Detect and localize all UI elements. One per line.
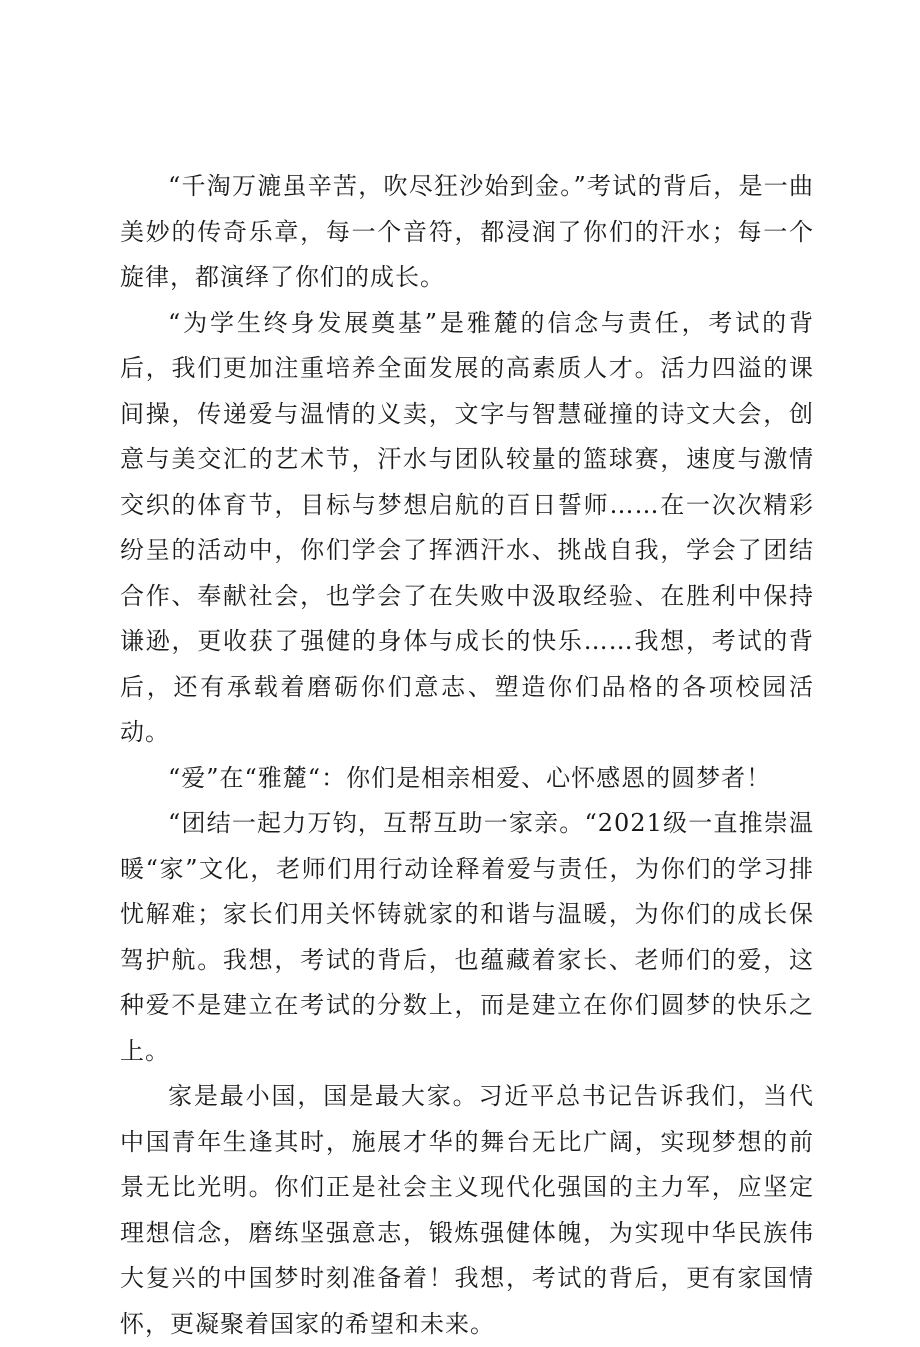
document-body: [120, 164, 814, 1347]
paragraph-4: “团结一起力万钧，互帮互助一家亲。“2021级一直推崇温暖“家”文化，老师们用行动诠释着爱与责任，为你们的学习排忧解难；家长们用关怀铸就家的和谐与温暖，为你们的成长保驾护航。我想，考试的背后，也蕴藏着家长、老师们的爱，这种爱不是建立在考试的分数上，而是建立在你们圆梦的快乐之上。: [120, 809, 814, 1065]
paragraph-5: 家是最小国，国是最大家。习近平总书记告诉我们，当代中国青年生逢其时，施展才华的舞台无比广阔，实现梦想的前景无比光明。你们正是社会主义现代化强国的主力军，应坚定理想信念，磨练坚强意志，锻炼强健体魄，为实现中华民族伟大复兴的中国梦时刻准备着！我想，考试的背后，更有家国情怀，更凝聚着国家的希望和未来。: [120, 1082, 814, 1338]
paragraph-1: “千淘万漉虽辛苦，吹尽狂沙始到金。”考试的背后，是一曲美妙的传奇乐章，每一个音符，都浸润了你们的汗水；每一个旋律，都演绎了你们的成长。: [120, 172, 814, 291]
paragraph-3: “爱”在“雅麓“：你们是相亲相爱、心怀感恩的圆梦者！: [168, 763, 772, 792]
paragraph-2: “为学生终身发展奠基”是雅麓的信念与责任，考试的背后，我们更加注重培养全面发展的高素质人才。活力四溢的课间操，传递爱与温情的义卖，文字与智慧碰撞的诗文大会，创意与美交汇的艺术节，汗水与团队较量的篮球赛，速度与激情交织的体育节，目标与梦想启航的百日誓师……在一次次精彩纷呈的活动中，你们学会了挥洒汗水、挑战自我，学会了团结合作、奉献社会，也学会了在失败中汲取经验、在胜利中保持谦逊，更收获了强健的身体与成长的快乐……我想，考试的背后，还有承载着磨砺你们意志、塑造你们品格的各项校园活动。: [120, 308, 814, 746]
